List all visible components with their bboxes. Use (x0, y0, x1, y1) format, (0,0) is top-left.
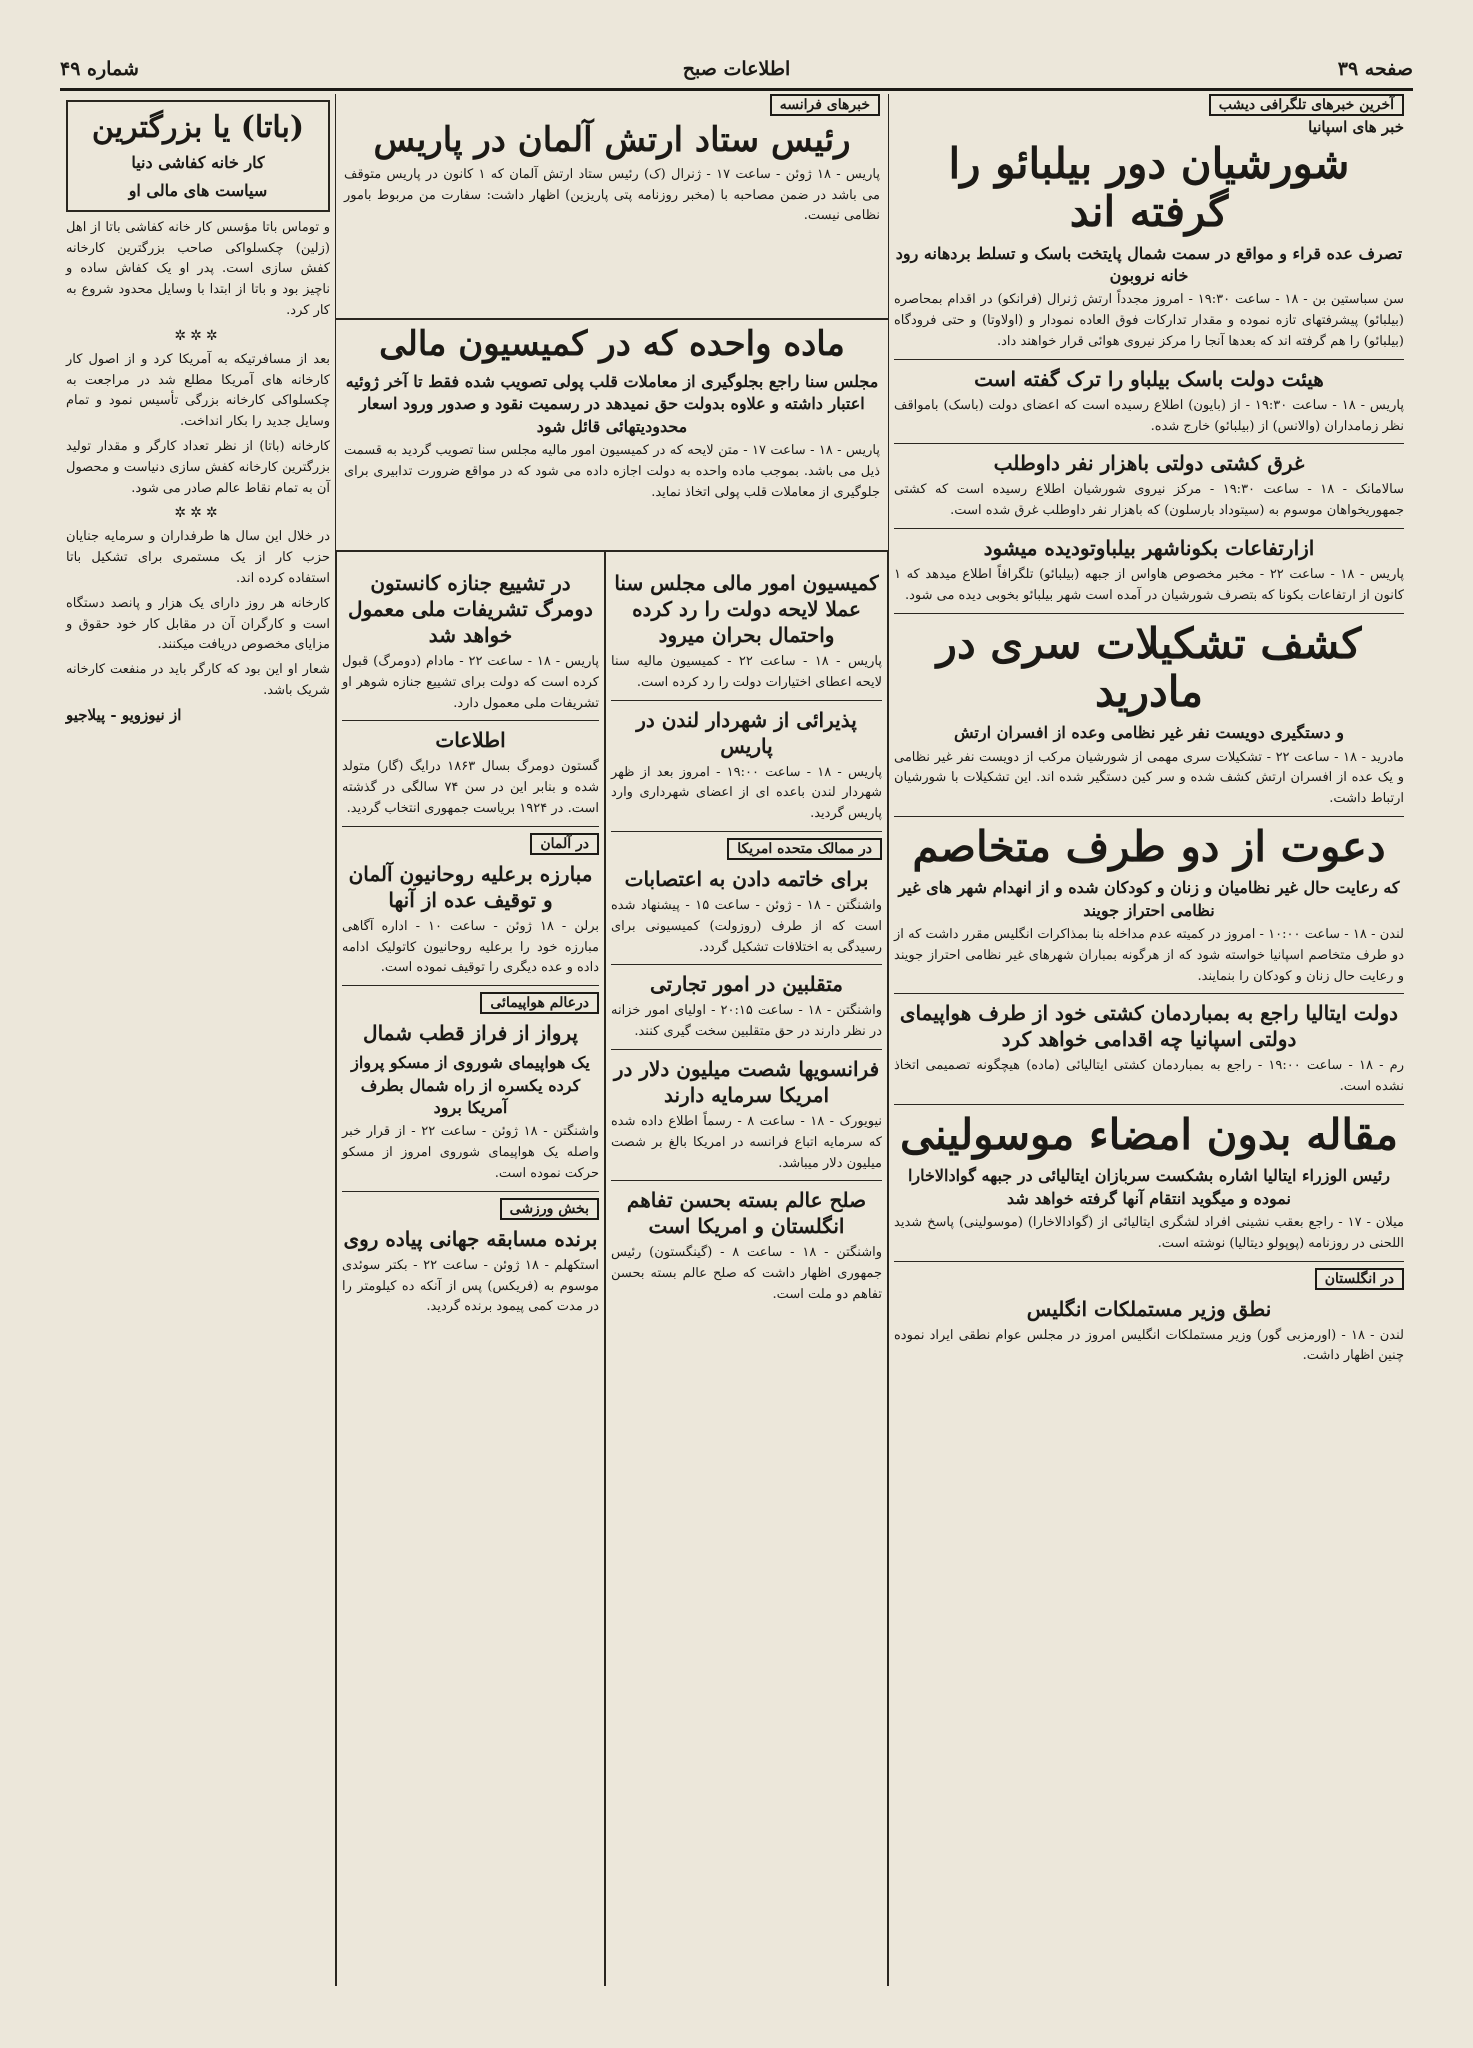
headline: پرواز از فراز قطب شمال (363, 1021, 578, 1046)
section-label: درعالم هواپیمائی (480, 992, 599, 1014)
article-body: سالامانک - ۱۸ - ساعت ۱۹:۳۰ - مرکز نیروی شورشیان اطلاع رسیده است که کشتی جمهوریخواهان موسوم به (سیتوداد بارسلون) که باهزار نفر داوطلب غرق شده است. (894, 482, 1404, 519)
article-body: شعار او این بود که کارگر باید در منفعت کارخانه شریک باشد. (66, 662, 330, 698)
headline: دولت ایتالیا راجع به بمباردمان کشتی خود از طرف هواپیمای دولتی اسپانیا چه اقدامی خواهد کرد (899, 1001, 1399, 1052)
section-label: خبرهای فرانسه (770, 94, 880, 116)
headline: شورشیان دور بیلبائو را گرفته اند (948, 139, 1350, 237)
star-divider: ✲✲✲ (174, 327, 222, 344)
feature-header (66, 100, 330, 212)
headline: اطلاعات (435, 728, 506, 753)
headline: فرانسویها شصت میلیون دلار در امریکا سرمایه دارند (613, 1056, 880, 1107)
article-body: پاریس - ۱۸ - ساعت ۲۲ - مادام (دومرگ) قبول کرده است که دولت برای تشییع جنازه شوهر او تشریفات ملی معمول دارد. (342, 654, 599, 711)
subheadline: تصرف عده قراء و مواقع در سمت شمال پایتخت باسک و تسلط بردهانه رود خانه نروبون (895, 243, 1403, 285)
article-body: پاریس - ۱۸ - ساعت ۱۹:۳۰ - از (بایون) اطلاع رسیده است که اعضای دولت (باسک) بامواقف نظر زمامداران (والانس) از (بیلبائو) خارج شده. (894, 397, 1404, 434)
article-body: پاریس - ۱۸ - ساعت ۱۹:۰۰ - امروز بعد از ظهر شهردار لندن باعده ای از اعضای شهرداری وارد پاریس گردید. (611, 764, 882, 822)
masthead (60, 52, 1413, 91)
article-body: نیویورک - ۱۸ - ساعت ۸ - رسماً اطلاع داده شده که سرمایه اتباع فرانسه در امریکا بالغ بر شصت میلیون دلار میباشد. (611, 1113, 882, 1171)
subheadline: سیاست های مالی او (128, 181, 268, 201)
headline: (باتا) یا بزرگترین (91, 110, 305, 145)
column-spain (888, 94, 1410, 1986)
section-label: در انگلستان (1315, 1268, 1404, 1290)
france-top-article (336, 94, 888, 320)
article-body: لندن - ۱۸ - (اورمزبی گور) وزیر مستملکات انگلیس امروز در مجلس عوام نطقی ایراد نموده چنین اظهار داشت. (894, 1327, 1404, 1364)
subheadline: و دستگیری دویست نفر غیر نظامی وعده از افسران ارتش (954, 723, 1344, 743)
issue-number: شماره ۴۹ (60, 58, 139, 80)
france-finance-article (336, 320, 888, 552)
article-body: کارخانه هر روز دارای یک هزار و پانصد دستگاه است و کارگران آن در مقابل کار خود حقوق و مزایای مخصوص دریافت میکنند. (66, 595, 330, 653)
article-body: رم - ۱۸ - ساعت ۱۹:۰۰ - راجع به بمباردمان کشتی ایتالیائی (ماده) هیچگونه تصمیمی اتخاذ نشده است. (894, 1058, 1405, 1095)
headline: نطق وزیر مستملکات انگلیس (1026, 1296, 1272, 1321)
article-body: پاریس - ۱۸ - ساعت ۲۲ - کمیسیون مالیه سنا لایحه اعطای اختیارات دولت را رد کرده است. (611, 654, 882, 690)
article-body: واشنگتن - ۱۸ - ژوئن - ساعت ۱۵ - پیشنهاد شده است که از طرف (روزولت) کمیسیونی برای رسیدگی به اختلافات تشکیل گردد. (611, 897, 882, 955)
article-body: برلن - ۱۸ ژوئن - ساعت ۱۰ - اداره آگاهی مبارزه خود را برعلیه روحانیون کاتولیک ادامه داده و عده دیگری را توقیف نموده است. (342, 918, 599, 976)
article-credit: از نیوزویو - پیلاجیو (66, 705, 182, 724)
section-label: در ممالک متحده امریکا (727, 838, 882, 860)
article-body: پاریس - ۱۸ - ساعت ۱۷ - متن لایحه که در کمیسیون امور مالیه مجلس سنا تصویب گردید به قسمت ذیل می باشد. بموجب ماده واحده به دولت اجازه داده می شود که در مواقع ضرورت تدابیری برای جلوگیری از معاملات قلب پولی اتخاذ نماید. (344, 442, 880, 500)
article-body: واشنگتن - ۱۸ - ساعت ۸ - (گینگستون) رئیس جمهوری اظهار داشت که صلح عالم بسته بحسن تفاهم دو ملت است. (611, 1245, 882, 1302)
article-body: در خلال این سال ها طرفداران و سرمایه جنایان حزب کار از یک مستمری برای تشکیل باتا استفاده کرده اند. (66, 529, 330, 586)
article-body: واشنگتن - ۱۸ - ساعت ۲۰:۱۵ - اولیای امور خزانه در نظر دارند در حق متقلبین سخت گیری کنند. (611, 1003, 882, 1040)
headline: دعوت از دو طرف متخاصم (912, 821, 1386, 871)
star-divider: ✲✲✲ (174, 505, 222, 522)
subheadline: مجلس سنا راجع بجلوگیری از معاملات قلب پولی تصویب شده فقط تا آخر ژوئیه اعتبار داشته و علاوه بدولت حق نمیدهد در رسمیت نقود و صدور ورود اسعار محدودیتهائی قائل شود (345, 371, 879, 436)
headline: ازارتفاعات بکوناشهر بیلباوتودیده میشود (983, 535, 1315, 560)
article-body: واشنگتن - ۱۸ ژوئن - ساعت ۲۲ - از قرار خبر واصله یک هواپیمای شوروی امروز از مسکو حرکت نموده است. (342, 1124, 599, 1181)
headline: کمیسیون امور مالی مجلس سنا عملا لایحه دولت را رد کرده واحتمال بحران میرود (614, 571, 879, 647)
page-number: صفحه ۳۹ (1337, 58, 1413, 80)
headline: مبارزه برعلیه روحانیون آلمان و توقیف عده از آنها (348, 861, 593, 912)
headline: ماده واحده که در کمیسیون مالی (379, 324, 845, 364)
headline: متقلبین در امور تجارتی (650, 972, 843, 997)
article-body: بعد از مسافرتیکه به آمریکا کرد و از اصول کار کارخانه های آمریکا مطلع شد در مراجعت به چکسلواکی کارخانه بزرگی تأسیس نمود و تمام وسایل جدید را بکار انداخت. (66, 351, 330, 430)
article-body: گستون دومرگ بسال ۱۸۶۳ درایگ (گار) متولد شده و بنابر این در سن ۷۴ سالگی در گذشته است. در ۱۹۲۴ بریاست جمهوری انتخاب گردید. (342, 759, 600, 816)
headline: برای خاتمه دادن به اعتصابات (624, 866, 869, 891)
paper-title: اطلاعات صبح (682, 58, 791, 80)
article-body: و توماس باتا مؤسس کار خانه کفاشی باتا از اهل (زلین) چکسلواکی صاحب بزرگترین کارخانه کفش سازی است. پدر او یک کفاش ساده و ناچیز بود و باتا از ابتدا با وسایل محدود شروع به کار کرد. (66, 219, 330, 318)
headline: هیئت دولت باسک بیلباو را ترک گفته است (974, 366, 1324, 391)
headline: کشف تشکیلات سری در مادرید (936, 618, 1362, 716)
subheadline: رئیس الوزراء ایتالیا اشاره بشکست سربازان ایتالیائی در جبهه گوادالاخارا نموده و میگوید انتقام آنها گرفته خواهد شد (907, 1166, 1391, 1208)
headline: غرق کشتی دولتی باهزار نفر داوطلب (993, 451, 1305, 476)
section-label: در آلمان (530, 833, 599, 855)
column-bata (60, 94, 336, 1986)
article-body: پاریس - ۱۸ ژوئن - ساعت ۱۷ - ژنرال (ک) رئیس ستاد ارتش آلمان که ۱ کانون در پاریس متوقف می باشد در ضمن مصاحبه با (مخبر روزنامه پتی پاریزین) اظهار داشت: سفارت من مربوط بامور نظامی نیست. (344, 166, 880, 224)
headline: رئیس ستاد ارتش آلمان در پاریس (373, 120, 851, 160)
headline: برنده مسابقه جهانی پیاده روی (343, 1226, 598, 1251)
subheadline: یک هواپیمای شوروی از مسکو پرواز کرده یکسره از راه شمال بطرف آمریکا برود (351, 1053, 590, 1117)
article-body: سن سباستین بن - ۱۸ - ساعت ۱۹:۳۰ - امروز مجدداً ارتش ژنرال (فرانکو) در اقدام بمحاصره (بیلبائو) پیشرفتهای تازه نموده و مقدار تدارکات فوق العاده نمودار و (اولاوتا) و حتی فرودگاه (بیلبائو) را هم گرفته اند که بعدها آنجا را مرکز نیروی هوائی قرار خواهند داد. (894, 292, 1404, 349)
headline: صلح عالم بسته بحسن تفاهم انگلستان و امریکا است (626, 1188, 867, 1239)
headline: در تشییع جنازه کانستون دومرگ تشریفات ملی معمول خواهد شد (348, 571, 593, 647)
headline: مقاله بدون امضاء موسولینی (900, 1109, 1398, 1159)
section-label: آخرین خبرهای تلگرافی دیشب (1209, 94, 1404, 116)
article-body: میلان - ۱۷ - راجع بعقب نشینی افراد لشگری ایتالیائی از (گوادالاخارا) (موسولینی) پاسخ شدید اللحنی در روزنامه (پوپولو دیتالیا) نوشته است. (894, 1215, 1404, 1251)
subheadline: کار خانه کفاشی دنیا (131, 153, 265, 172)
subsection-label: خبر های اسپانیا (1308, 118, 1404, 136)
subheadline: که رعایت حال غیر نظامیان و زنان و کودکان شده و از انهدام شهر های غیر نظامی احتراز جویند (898, 878, 1400, 920)
article-body: پاریس - ۱۸ - ساعت ۲۲ - مخبر مخصوص هاواس از جبهه (بیلبائو) تلگرافاً اطلاع میدهد که ۱ کانون از ارتفاعات بکونا که بتصرف شورشیان در آمده است شهر بیلبائو بخوبی دیده می شود. (894, 566, 1404, 603)
article-body: لندن - ۱۸ - ساعت ۱۰:۰۰ - امروز در کمیته عدم مداخله بنا بمذاکرات انگلیس مقرر داشت که از دو طرف متخاصم اسپانیا خواسته شود که از هرگونه بمباران شهرهای غیر نظامی احتراز جویند و رعایت حال زنان و کودکان را بنمایند. (894, 927, 1404, 984)
article-body: کارخانه (باتا) از نظر تعداد کارگر و مقدار تولید بزرگترین کارخانه کفش سازی دنیاست و محصول آن به تمام نقاط عالم صادر می شود. (66, 438, 330, 496)
article-body: استکهلم - ۱۸ ژوئن - ساعت ۲۲ - بکتر سوئدی موسوم به (فریکس) پس از آنکه ده کیلومتر را در مدت کمی پیمود برنده گردید. (342, 1257, 599, 1315)
headline: پذیرائی از شهردار لندن در پاریس (636, 707, 857, 758)
article-body: مادرید - ۱۸ - ساعت ۲۲ - تشکیلات سری مهمی از شورشیان مرکب از دویست نفر غیر نظامی و یک عده از افسران ارتش کشف شده و سر کین دستگیر شده اند. این تشکیلات با شورشیان ارتباط داشت. (894, 749, 1404, 807)
section-label: بخش ورزشی (500, 1198, 599, 1220)
